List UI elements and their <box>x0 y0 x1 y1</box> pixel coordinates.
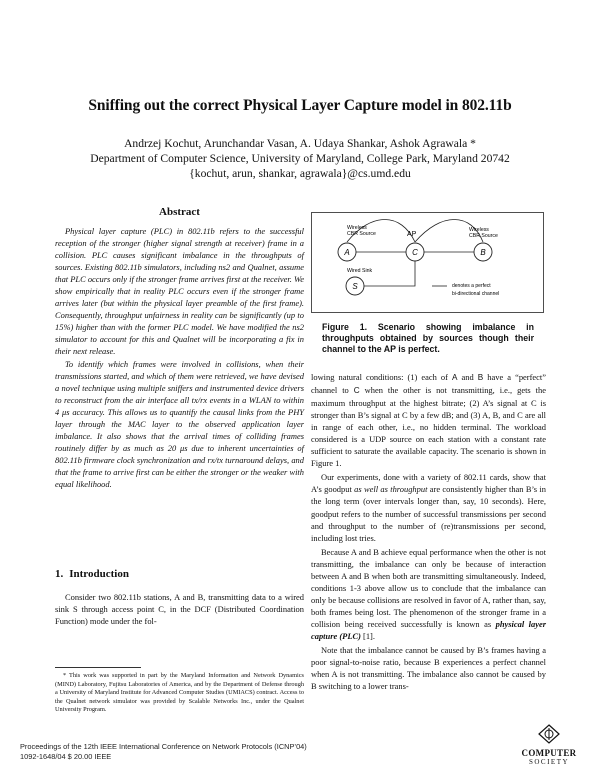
node-c-label: C <box>412 248 418 257</box>
station-a: A <box>452 373 458 382</box>
station-b: B <box>477 373 484 382</box>
section-title: Introduction <box>69 568 129 580</box>
legend-line2: bi-directional channel <box>452 291 500 297</box>
text-run: when the other is not transmitting, i.e., gets the maximum throughput at the highest bitrate; (2) A’s signal at C is stronger than B’s signal at C by a few dB; and (3) A, B, and C are all in range of each other, i.e., no hidden terminal. The workload considered is a UDP source on each station with a constant rate sufficient to saturate the available capacity. The scenario is shown in Figure 1. <box>311 385 546 469</box>
computer-society-logo <box>518 724 580 768</box>
label-ap: AP <box>407 231 417 238</box>
ieee-logo-icon <box>537 724 561 744</box>
label-wireless-a: Wireless <box>347 225 367 231</box>
footnote: * This work was supported in part by the Maryland Information and Network Dynamics (MIND) Laboratory, Fujitsu Laboratories of America, and by the Department of Defense through a University of Maryland Institute for Advanced Computer Studies (UMIACS) contract. Access to the Qualnet network simulator was provided by Scalable Networks Inc., under the Qualnet University Program. <box>55 672 304 714</box>
text-run: [1]. <box>360 630 375 641</box>
station-c: C <box>353 386 360 396</box>
footer-proceedings: Proceedings of the 12th IEEE International Conference on Network Protocols (ICNP’04) <box>20 742 307 751</box>
legend-line1: denotes a perfect <box>452 283 491 289</box>
text-run: lowing natural conditions: (1) each of <box>311 372 453 382</box>
email-line: {kochut, arun, shankar, agrawala}@cs.umd.edu <box>189 167 411 180</box>
text-run: are consistently higher than B’s in the long term (over intervals longer than, say, 10 seconds). Here, goodput refers to the number of successful transmissions per second and throughput to the number of (re)transmissions per second, including lost tries. <box>311 484 546 543</box>
paper-title: Sniffing out the correct Physical Layer Capture model in 802.11b <box>88 97 512 114</box>
text-run: Our experiments, done with a variety of 802.11 cards, show that A’s goodput <box>311 472 546 495</box>
label-wireless-b: Wireless <box>469 227 489 233</box>
affiliation-line: Department of Computer Science, University of Maryland, College Park, Maryland 20742 <box>90 152 510 165</box>
abstract-paragraph: To identify which frames were involved in collisions, when their transmissions started, and which of them were retrieved, we have devised a novel technique using multiple sniffers and instrumented device drivers to reconstruct from the air interface all tx/rx events in a WLAN to within 4 μs accuracy. This allows us to quantify the causal links from the PHY layer through the MAC layer to the observed application layer imbalance. It also shows that the arrival times of colliding frames routinely differ by as much as 20 μs due to inherent uncertainties of 802.11b firmware clock synchronization and rx/tx turnaround delays, and that the frame to arrive first can be either the stronger or the weaker with equal likelihood. <box>55 358 304 489</box>
intro-paragraph: Consider two 802.11b stations, A and B, transmitting data to a wired sink S through access point C, in the DCF (Distributed Coordination Function) mode under the fol- <box>55 592 304 627</box>
emphasis: as well as throughput <box>354 484 428 495</box>
author-block <box>60 136 540 181</box>
footnote-rule <box>55 667 141 668</box>
authors-line: Andrzej Kochut, Arunchandar Vasan, A. Udaya Shankar, Ashok Agrawala * <box>124 137 476 150</box>
section-number: 1. <box>55 568 64 580</box>
body-paragraph <box>311 471 546 543</box>
text-run: and <box>457 372 478 382</box>
text-run: Because A and B achieve equal performance when the other is not transmitting, the imbalance can only be because of interaction between A and B when both are transmitting simultaneously. Indeed, conditions 1-3 above allow us to conclude that the imbalance can only be because collisions are resolved in favor of A, rather than, say, both frames being lost. The phenomenon of the stronger frame in a collision being received successfully is known as <box>311 546 546 629</box>
page-footer <box>20 742 307 761</box>
term-plc: physical layer capture (PLC) <box>311 618 546 641</box>
abstract-heading: Abstract <box>159 206 200 218</box>
node-b-label: B <box>480 248 486 257</box>
abstract-paragraph: Physical layer capture (PLC) in 802.11b refers to the successful reception of the stronger (higher signal strength at receiver) frame in a collision. PLC causes significant imbalance in the throughputs of sources. Existing 802.11b simulators, including ns2 and Qualnet, assume that PLC occurs only if the stronger frame arrives first at the receiver. We show empirically that in reality PLC occurs even if the stronger frame arrives later (but within the physical layer preamble of the first frame). Consequently, throughput unfairness in reality can be significantly (up to 15%) higher than with the former PLC model. We have modified the ns2 simulator to account for this and Qualnet will be incorporating a fix in their next release. <box>55 226 304 357</box>
figure-1 <box>311 212 544 313</box>
label-wired-sink: Wired Sink <box>347 268 373 274</box>
body-paragraph <box>311 546 546 642</box>
node-s-label: S <box>352 282 358 291</box>
figure-caption: Figure 1. Scenario showing imbalance in throughputs obtained by sources though their channel to the AP is perfect. <box>322 322 534 354</box>
footer-isbn: 1092-1648/04 $ 20.00 IEEE <box>20 751 112 761</box>
body-right-column <box>311 371 546 692</box>
logo-line2: SOCIETY <box>528 758 570 766</box>
intro-body <box>55 591 304 627</box>
abstract-body <box>55 225 304 490</box>
figure-diagram <box>311 212 544 313</box>
label-cbr-b: CBR Source <box>469 233 498 239</box>
label-cbr-a: CBR Source <box>347 231 376 237</box>
text-run: have a “perfect” channel to <box>311 372 546 396</box>
node-a-label: A <box>344 248 350 257</box>
body-paragraph <box>311 371 546 469</box>
abstract-section <box>55 206 304 490</box>
body-paragraph: Note that the imbalance cannot be caused by B’s frames having a poor signal-to-noise ratio, because B experiences a perfect channel when A is not transmitting. The imbalance also cannot be caused by B switching to a lower trans- <box>311 645 546 692</box>
logo-line1: COMPUTER <box>521 748 577 758</box>
section-heading <box>55 568 129 580</box>
